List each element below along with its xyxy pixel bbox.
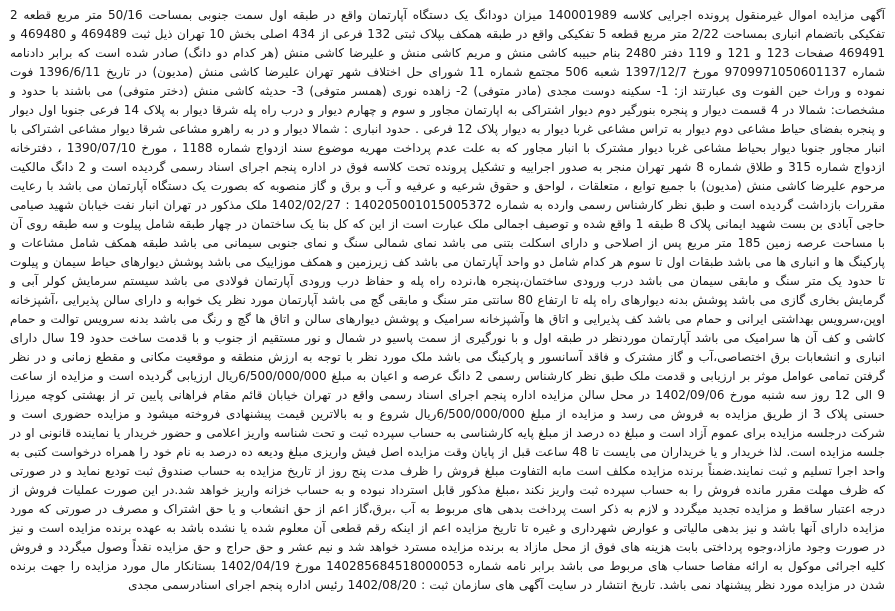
auction-notice-text: آگهی مزایده اموال غیرمنقول پرونده اجرایی کلاسه 140001989 میزان دودانگ یک دستگاه آپارتمان واقع در طبقه اول سمت جنوبی بمساحت 50/16 متر مربع قطعه 2 تفکیکی باتضمام انباری بمساحت 2/22 متر مربع قطعه 5 تفکیکی واقع در طبقه همکف بپلاک ثبتی 132 فرعی از 434 اصلی بخش 10 تهران ذیل ثبت 469489 و 469480 و 469491 صفحات 123 و 121 و 119 دفتر 2480 بنام حبیبه کاشی منش و مریم کاشی منش و علیرضا کاشی منش (هر کدام دو دانگ) صادر شده است که برابر دادنامه شماره 9709971050601137 مورخ 1397/12/7 شعبه 506 مجتمع شماره 11 شورای حل اختلاف شهر تهران علیرضا کاشی منش (مدیون) در تاریخ 1396/6/11 فوت نموده و وراث حین الفوت وی عبارتند از: 1- سکینه دوست مجدی (مادر متوفی) 2- زاهده نوری (همسر متوفی) 3- حدیثه کاشی منش (دختر متوفی) می باشند با حدود و مشخصات: شمالا در 4 قسمت دیوار و پنجره بنورگیر دوم دیوار اشتراکی به اپارتمان مجاور و سوم و چهارم دیوار و درب راه پله شرقا دیوار به پلاک 14 فرعی جنوبا اول دیوار و پنجره بفضای حیاط مشاعی دوم دیوار به تراس مشاعی غربا دیوار به دیوار پلاک 12 فرعی . حدود انباری : شمالا دیوار و در به راهرو مشاعی شرقا دیوار مشاعی اشتراکی با انبار مجاور جنوبا دیوار بحیاط مشاعی غربا دیوار مشترک با انبار مجاور که به علت عدم پرداخت مهریه موضوع سند ازدواج شماره 1188 ، مورخ 1390/07/10 ، دفترخانه ازدواج شماره 315 و طلاق شماره 8 شهر تهران منجر به صدور اجراییه و تشکیل پرونده تحت کلاسه فوق در اداره پنجم اجرای اسناد رسمی گردیده است و 2 دانگ مالکیت مرحوم علیرضا کاشی منش (مدیون) با جمیع توابع ، متعلقات ، لواحق و حقوق شرعیه و عرفیه و آب و برق و گاز منصوبه که بصورت یک دستگاه آپارتمان می باشد با رعایت مقررات بازداشت گردیده است و طبق نظر کارشناس رسمی وارده به شماره 140205001015005372 : 1402/02/27 ملک مذکور در تهران انبار نفت خیابان شهید صیامی حاجی آبادی بن بست شهید ایمانی پلاک 8 طبقه 1 واقع شده و توصیف اجمالی ملک عبارت است از این که کل بنا یک ساختمان در چهار طبقه شامل پیلوت و سه طبقه روی آن با مساحت عرصه زمین 185 متر مربع پس از اصلاحی و دارای اسکلت بتنی می باشد نمای شمالی سنگ و نمای جنوبی سیمانی می باشد طبقه همکف شامل مشاعات و پارکینگ ها و انباری ها می باشد طبقات اول تا سوم هر کدام شامل دو واحد آپارتمان می باشد کف زیرزمین و همکف موزاییک می باشد پوشش دیوارهای حیاط سیمان و پیلوت تا حدود یک متر سنگ و مابقی سیمان می باشد درب ورودی ساختمان،پنجره ها،نرده راه پله و حفاظ درب ورودی آپارتمان فولادی می باشد سیستم سرمایش کولر آبی و گرمایش بخاری گازی می باشد پوشش بدنه دیوارهای راه پله تا ارتفاع 80 سانتی متر سنگ و مابقی گچ می باشد آپارتمان مورد نظر یک خوابه و دارای سالن پذیرایی ،آشپزخانه اوپن،سرویس بهداشتی ایرانی و حمام می باشد کف پذیرایی و اتاق ها وآشپزخانه سرامیک و پوشش دیوارهای سالن و اتاق ها گچ و رنگ می باشد بدنه سرویس توالت و حمام کاشی و کف آن ها سرامیک می باشد آپارتمان موردنظر در طبقه اول و با نورگیری از سمت پاسیو در شمال و نور مستقیم از جنوب و با قدمت ساخت حدود 19 سال دارای انباری و انشعابات برق اختصاصی،آب و گاز مشترک و فاقد آسانسور و پارکینگ می باشد ملک مورد نظر با توجه به ارزش منطقه و موقعیت مکانی و مقطع زمانی و در نظر گرفتن تمامی عوامل موثر بر ارزیابی و قدمت ملک طبق نظر کارشناس رسمی 2 دانگ عرصه و اعیان به مبلغ 6/500/000/000ریال ارزیابی گردیده است و مزایده از ساعت 9 الی 12 روز سه شنبه مورخ 1402/09/06 در محل سالن مزایده اداره پنجم اجرای اسناد رسمی واقع در تهران خیابان قائم مقام فراهانی پایین تر از بهشتی کوچه میرزا حسنی پلاک 3 از طریق مزایده به فروش می رسد و مزایده از مبلغ 6/500/000/000ریال شروع و به بالاترین قیمت پیشنهادی فروخته میشود و مزایده حضوری است و شرکت درجلسه مزایده برای عموم آزاد است و مبلغ ده درصد از مبلغ پایه کارشناسی به حساب سپرده ثبت و تحت شناسه واریز اعلامی و حضور خریدار یا نماینده قانونی او در جلسه مزایده است. لذا خریدار و یا خریداران می بایست تا 48 ساعت قبل از پایان وقت مزایده اصل فیش واریزی مبلغ ودیعه ده درصد به نام خود را همراه درخواست کتبی به واحد اجرا تسلیم و ثبت نمایند.ضمناً برنده مزایده مکلف است مابه التفاوت مبلغ فروش را ظرف مدت پنج روز از تاریخ مزایده به حساب صندوق ثبت تودیع نماید و در صورتی که ظرف مهلت مقرر مانده فروش را به حساب سپرده ثبت واریز نکند ،مبلغ مذکور قابل استرداد نبوده و به حساب خزانه واریز خواهد شد.در این صورت عملیات فروش از درجه اعتبار ساقط و مزایده تجدید میگردد و لازم به ذکر است پرداخت بدهی های مربوط به آب ،برق،گاز اعم از حق انشعاب و یا حق اشتراک و مصرف در صورتی که مورد مزایده دارای آنها باشد و نیز بدهی مالیاتی و عوارض شهرداری و غیره تا تاریخ مزایده اعم از اینکه رقم قطعی آن معلوم شده یا نشده باشد به عهده برنده مزایده است و نیز در صورت وجود مازاد،وجوه پرداختی بابت هزینه های فوق از محل مازاد به برنده مزایده مسترد خواهد شد و نیم عشر و حق حراج و حق مزایده نقداً وصول میگردد و فروش کلیه اجرائی موکول به ارائه مفاصا حساب های مربوط می باشد برابر نامه شماره 140285684518000053 مورخ 1402/04/19 بستانکار مال مورد مزایده را جهت برنده شدن در مزایده مورد نظر پیشنهاد نمی باشد. تاریخ انتشار در سایت آگهی های سازمان ثبت : 1402/08/20 رئیس اداره پنجم اجرای اسنادرسمی مجدی xyxy=(10,8,886,592)
